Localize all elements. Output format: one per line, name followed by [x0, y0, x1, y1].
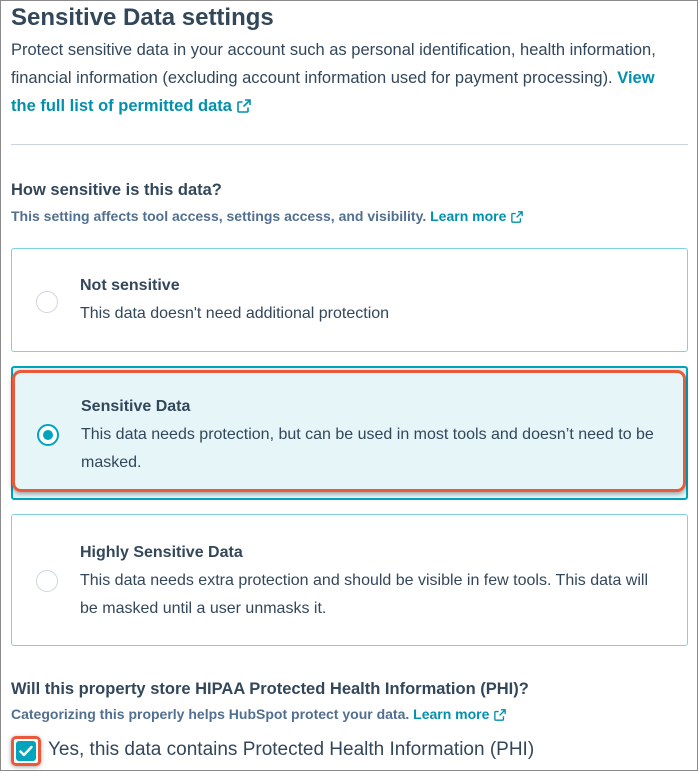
option-description: This data needs protection, but can be used in most tools and doesn’t need to be masked.	[81, 426, 654, 471]
intro-text: Protect sensitive data in your account such as personal identification, health information, financial information (excluding account information used for payment processing).	[11, 41, 656, 87]
option-title: Sensitive Data	[81, 398, 191, 415]
phi-subtext	[11, 706, 506, 724]
intro-paragraph	[11, 36, 681, 122]
external-link-icon	[511, 210, 523, 226]
option-title: Not sensitive	[80, 277, 180, 294]
learn-more-label: Learn more	[413, 706, 490, 722]
learn-more-label: Learn more	[430, 208, 507, 224]
phi-question: Will this property store HIPAA Protected Health Information (PHI)?	[11, 680, 529, 698]
section-divider	[11, 144, 688, 145]
option-not-sensitive[interactable]	[11, 248, 688, 352]
page-title: Sensitive Data settings	[11, 4, 274, 31]
phi-learn-more-link[interactable]	[413, 706, 506, 722]
phi-subtext-label: Categorizing this properly helps HubSpot protect your data.	[11, 706, 410, 722]
radio-highly-sensitive[interactable]	[36, 570, 58, 592]
phi-checkbox-label[interactable]: Yes, this data contains Protected Health Information (PHI)	[48, 739, 535, 760]
sensitivity-subtext	[11, 208, 523, 226]
permitted-data-link-label: View the full list of permitted data	[11, 69, 655, 115]
external-link-icon	[237, 94, 251, 122]
external-link-icon	[494, 708, 506, 724]
option-description: This data doesn't need additional protection	[80, 305, 390, 322]
selected-option-highlight	[12, 370, 686, 492]
sensitivity-learn-more-link[interactable]	[430, 208, 523, 224]
option-description: This data needs extra protection and should be visible in few tools. This data will be masked until a user unmasks it.	[80, 572, 649, 617]
option-title: Highly Sensitive Data	[80, 544, 243, 561]
checkbox-highlight	[11, 736, 41, 766]
sensitivity-subtext-label: This setting affects tool access, settings access, and visibility.	[11, 208, 427, 224]
option-highly-sensitive[interactable]	[11, 514, 688, 646]
radio-not-sensitive[interactable]	[36, 291, 58, 313]
sensitivity-question: How sensitive is this data?	[11, 181, 222, 199]
